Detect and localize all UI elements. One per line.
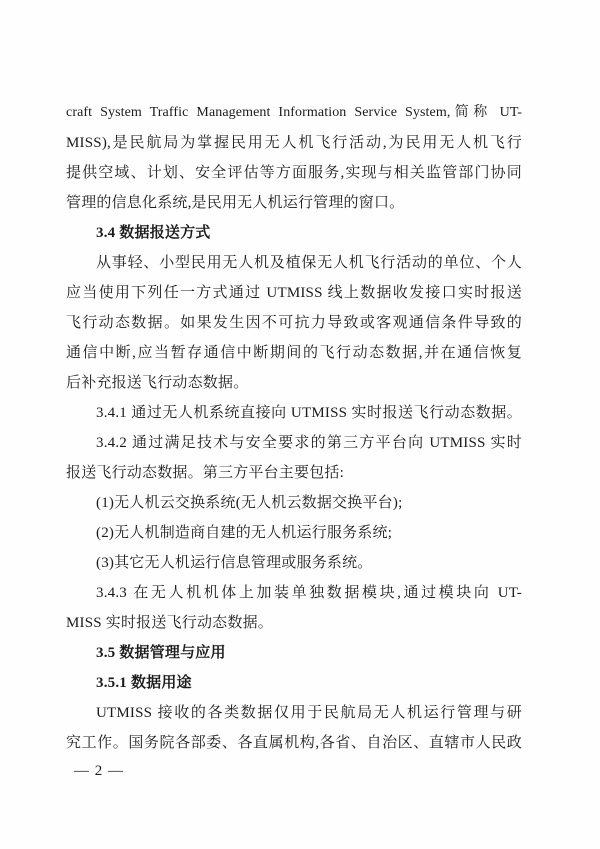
- page-number: — 2 —: [74, 763, 124, 779]
- para-data-usage: [66, 698, 522, 758]
- text-line: 后补充报送飞行动态数据。: [66, 375, 249, 391]
- text-line: MISS 实时报送飞行动态数据。: [66, 615, 273, 631]
- text-line: 从事轻、小型民用无人机及植保无人机飞行活动的单位、个人: [96, 255, 522, 271]
- text-line: (2)无人机制造商自建的无人机运行服务系统;: [96, 525, 393, 541]
- para-reporting-requirements: [66, 248, 522, 398]
- text-line: 3.4.1 通过无人机系统直接向 UTMISS 实时报送飞行动态数据。: [96, 405, 522, 421]
- text-line: MISS),是民航局为掌握民用无人机飞行活动,为民用无人机飞行: [66, 135, 522, 151]
- text-line: 究工作。国务院各部委、各直属机构,各省、自治区、直辖市人民政: [66, 735, 522, 751]
- para-3-4-2: [66, 428, 522, 488]
- text-line: 应当使用下列任一方式通过 UTMISS 线上数据收发接口实时报送: [66, 285, 522, 301]
- list-item-3: [66, 548, 522, 578]
- text-line: 通信中断,应当暂存通信中断期间的飞行动态数据,并在通信恢复: [66, 345, 522, 361]
- text-line: 报送飞行动态数据。第三方平台主要包括:: [66, 465, 344, 481]
- list-item-2: [66, 518, 522, 548]
- text-line: 提供空域、计划、安全评估等方面服务,实现与相关监管部门协同: [66, 165, 522, 181]
- text-line: 3.5.1 数据用途: [96, 675, 192, 691]
- text-line: 3.5 数据管理与应用: [96, 645, 226, 661]
- text-line: (3)其它无人机运行信息管理或服务系统。: [96, 555, 373, 571]
- text-line: UTMISS 接收的各类数据仅用于民航局无人机运行管理与研: [96, 705, 522, 721]
- para-3-4-3: [66, 578, 522, 638]
- text-line: 3.4.3 在无人机机体上加装单独数据模块,通过模块向 UT-: [96, 585, 522, 601]
- list-item-1: [66, 488, 522, 518]
- para-3-4-1: [66, 398, 522, 428]
- text-line: (1)无人机云交换系统(无人机云数据交换平台);: [96, 495, 403, 511]
- document-body: [66, 98, 522, 758]
- text-line: craft System Traffic Management Information Service System,简称 UT-: [66, 105, 522, 120]
- text-line: 飞行动态数据。如果发生因不可抗力导致或客观通信条件导致的: [66, 315, 522, 331]
- text-line: 3.4.2 通过满足技术与安全要求的第三方平台向 UTMISS 实时: [96, 435, 522, 451]
- heading-3-5-1: [66, 668, 522, 698]
- text-line: 管理的信息化系统,是民用无人机运行管理的窗口。: [66, 195, 405, 211]
- text-line: 3.4 数据报送方式: [96, 225, 211, 241]
- para-utmiss-definition-continued: [66, 98, 522, 218]
- heading-3-4: [66, 218, 522, 248]
- heading-3-5: [66, 638, 522, 668]
